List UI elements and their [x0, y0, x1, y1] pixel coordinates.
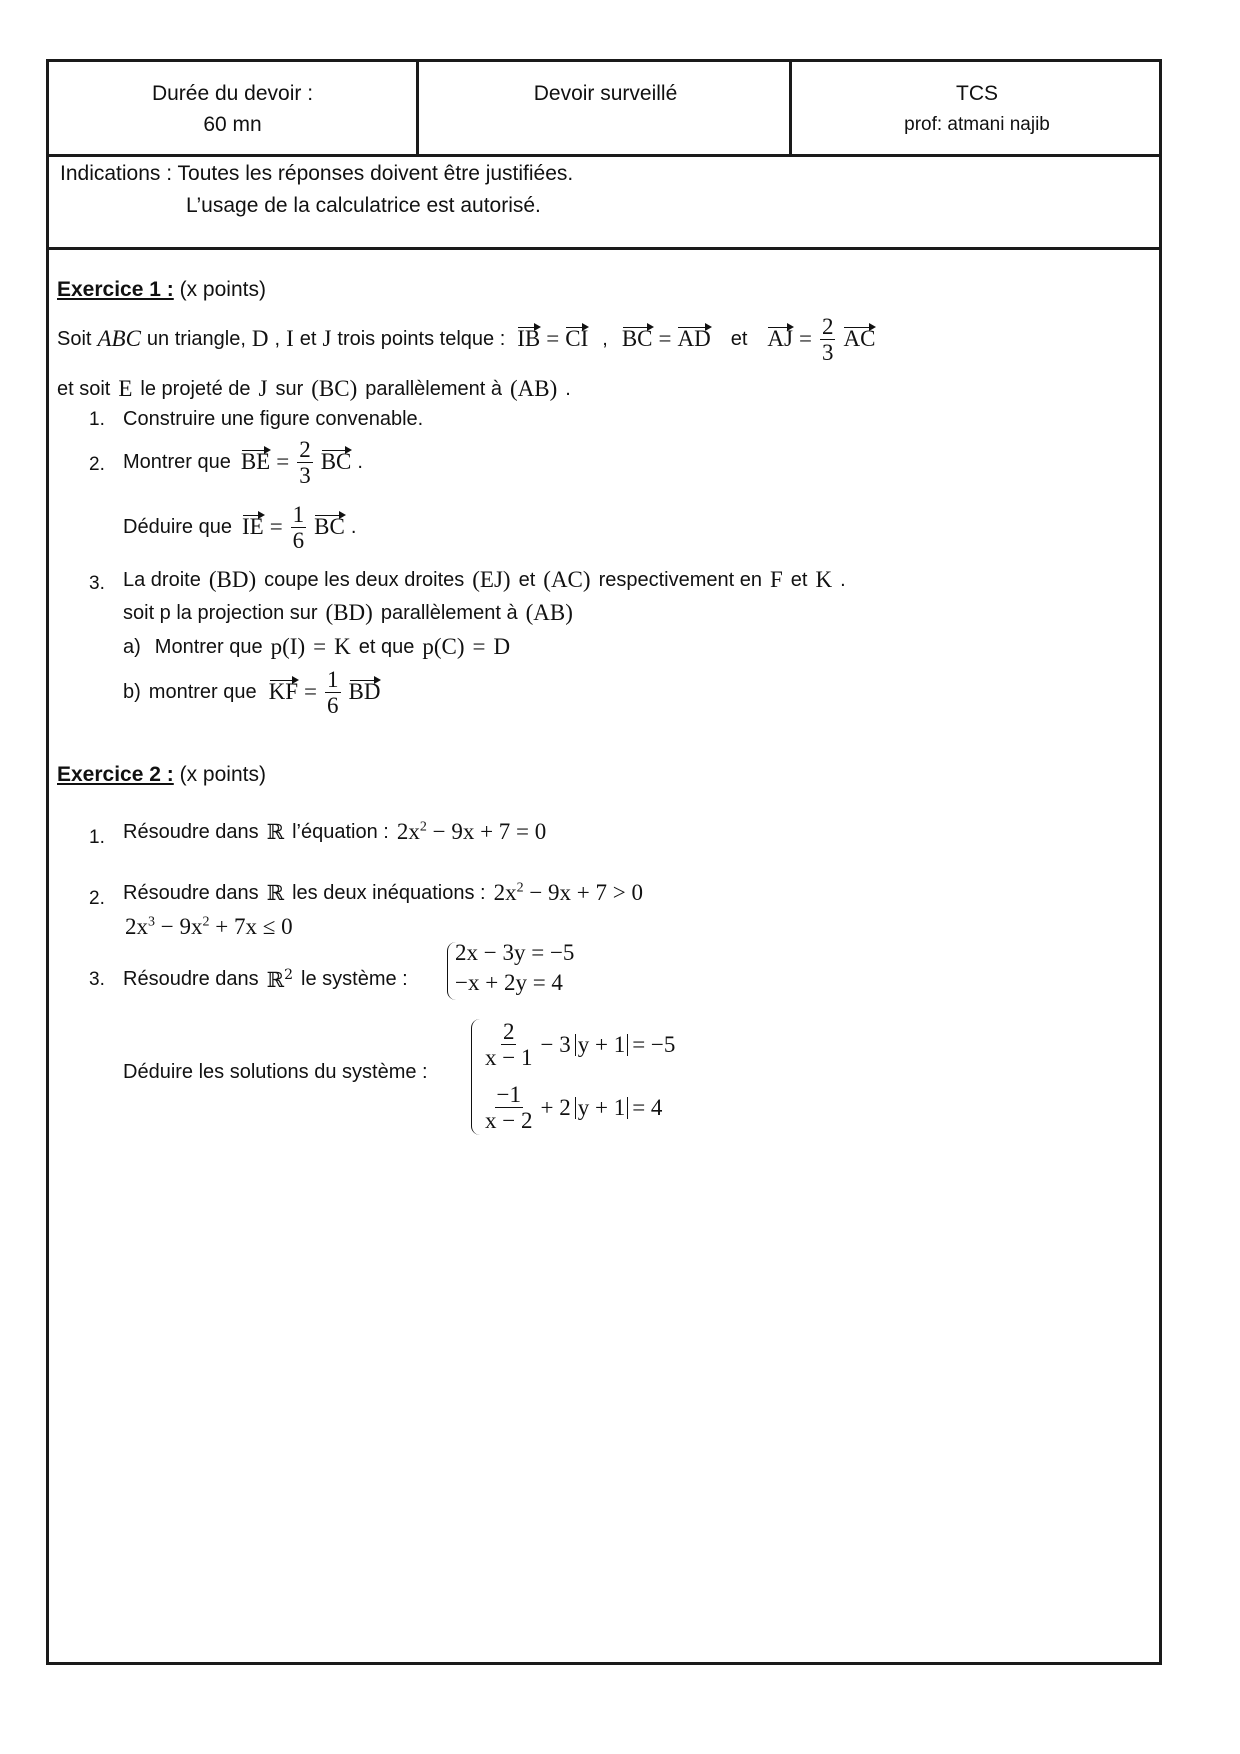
vector-ci: CI: [565, 326, 589, 351]
exercise-1-q2: [123, 432, 363, 492]
triangle-abc: ABC: [97, 326, 141, 351]
duration-label: Durée du devoir :: [151, 82, 314, 105]
teacher: prof: atmani najib: [904, 114, 1050, 135]
numerator: 2: [502, 1019, 515, 1044]
vector-kf: KF: [268, 679, 299, 704]
term: 2x: [396, 819, 420, 844]
ex2-q2-number: 2.: [89, 888, 105, 909]
reals-symbol: ℝ: [266, 968, 285, 992]
text-la-droite: La droite: [123, 568, 201, 591]
vector-bc: BC: [621, 326, 653, 351]
q2-number: 2.: [89, 454, 105, 475]
term: = −5: [632, 1031, 676, 1057]
qa-label: a): [123, 635, 141, 658]
point-d: D: [493, 634, 511, 659]
inequation-1: [494, 880, 643, 906]
point-j: J: [258, 376, 268, 401]
fraction-1-6: [291, 502, 307, 553]
text-respectivement: respectivement en: [598, 568, 762, 591]
text-montrer-que: montrer que: [148, 680, 257, 703]
denominator: 3: [299, 462, 311, 488]
fraction-2-over-x-1: [483, 1019, 534, 1070]
denominator: x − 2: [485, 1108, 533, 1133]
qb-label: b): [123, 680, 141, 703]
vector-bc: BC: [320, 449, 352, 474]
exercise-1-q3: [123, 567, 846, 593]
line-bd: (BD): [325, 600, 373, 625]
text-resoudre-dans: Résoudre dans: [123, 881, 259, 904]
numerator: 1: [292, 501, 305, 527]
line-ab: (AB): [510, 376, 558, 401]
line-ac: (AC): [543, 567, 591, 592]
term: − 9x + 7 = 0: [432, 819, 547, 844]
text-montrer-que: Montrer que: [123, 450, 231, 473]
text-coupe: coupe les deux droites: [264, 568, 465, 591]
exercise-1-title: Exercice 1 :: [57, 278, 174, 301]
line-bc: (BC): [311, 376, 358, 401]
absolute-value: y + 1: [575, 1034, 628, 1056]
equation-1: [397, 819, 546, 845]
denominator: 6: [327, 692, 339, 718]
text-un-triangle: un triangle,: [146, 327, 246, 350]
point-k: K: [334, 634, 351, 659]
exponent: 2: [284, 967, 294, 983]
exercise-1-heading: [57, 278, 266, 302]
exercise-2-q3: [123, 967, 408, 992]
exam-sheet: [46, 59, 1162, 1665]
term: + 7x ≤ 0: [215, 914, 293, 939]
text-trois-points: trois points telque :: [337, 327, 506, 350]
vector-ie: IE: [241, 514, 264, 539]
vector-ib: IB: [517, 326, 541, 351]
denominator: x − 1: [485, 1045, 533, 1070]
period: .: [357, 450, 363, 473]
numerator: 2: [821, 313, 834, 339]
system-1-eq-1: 2x − 3y = −5: [455, 940, 575, 965]
indications-line-2: L’usage de la calculatrice est autorisé.: [186, 194, 541, 217]
equals: =: [658, 326, 672, 351]
denominator: 3: [821, 339, 834, 365]
text-montrer-que: Montrer que: [154, 635, 263, 658]
text-parallelement: parallèlement à: [380, 601, 518, 624]
equals: =: [313, 634, 327, 659]
point-k: K: [815, 567, 833, 592]
point-i: I: [286, 326, 294, 351]
exercise-2-heading: [57, 763, 266, 787]
vector-be: BE: [240, 449, 271, 474]
reals-symbol: ℝ: [266, 820, 285, 844]
text-resoudre-dans: Résoudre dans: [123, 820, 259, 843]
term: − 9x: [160, 914, 203, 939]
text-resoudre-dans: Résoudre dans: [123, 968, 259, 990]
vector-bc: BC: [314, 514, 345, 539]
fraction-minus-1-over-x-2: [483, 1082, 534, 1133]
p-of-i: p(I): [270, 634, 306, 659]
text-equation: l’équation :: [292, 820, 389, 843]
equals: =: [304, 679, 318, 704]
text-sur: sur: [275, 377, 304, 400]
text-et: et: [299, 327, 317, 350]
exercise-2-q1: [123, 819, 546, 845]
exponent: 2: [516, 880, 524, 896]
text-et-soit: et soit: [57, 377, 111, 400]
text-et: et: [790, 568, 808, 591]
fraction-2-3: [820, 314, 836, 365]
exercise-1-q3-line-2: [123, 600, 573, 626]
exam-content: [49, 62, 1159, 1662]
comma: ,: [602, 327, 608, 350]
exercise-1-statement-line-2: [57, 376, 571, 402]
comma: ,: [274, 327, 281, 350]
vector-ac: AC: [843, 326, 876, 351]
system-2-brace: [471, 1019, 480, 1135]
point-d: D: [251, 326, 269, 351]
term: − 9x + 7 > 0: [529, 880, 643, 905]
q1-number: 1.: [89, 409, 105, 430]
text-soit: Soit: [57, 327, 92, 350]
exponent: 3: [148, 914, 155, 930]
equals: =: [546, 326, 560, 351]
p-of-c: p(C): [422, 634, 465, 659]
absolute-value: y + 1: [575, 1097, 628, 1119]
q3-number: 3.: [89, 573, 105, 594]
reals-squared: [267, 967, 293, 992]
line-ab: (AB): [525, 600, 573, 625]
line-bd: (BD): [208, 567, 257, 592]
reals-symbol: ℝ: [266, 881, 285, 905]
denominator: 6: [292, 527, 305, 553]
period: .: [565, 377, 571, 400]
text-et-que: et que: [358, 635, 415, 658]
line-ej: (EJ): [472, 567, 511, 592]
exercise-2-q3-deduce: Déduire les solutions du système :: [123, 1061, 428, 1083]
term: − 3: [540, 1031, 571, 1057]
fraction-2-3: [297, 437, 313, 488]
ex2-q1-number: 1.: [89, 827, 105, 848]
text-parallelement: parallèlement à: [365, 377, 502, 400]
period: .: [350, 515, 357, 538]
term: 2x: [493, 880, 517, 905]
exercise-1-q3a: [123, 634, 510, 660]
numerator: 2: [299, 436, 311, 462]
numerator: −1: [496, 1082, 521, 1107]
duration-value: 60 mn: [203, 113, 262, 136]
vector-bd: BD: [348, 679, 381, 704]
numerator: 1: [327, 666, 339, 692]
exponent: 2: [419, 819, 427, 835]
text-et: et: [730, 327, 748, 350]
exam-type: Devoir surveillé: [533, 82, 678, 105]
text-projete: le projeté de: [140, 377, 251, 400]
exercise-1-points: (x points): [179, 278, 266, 301]
fraction-1-6: [325, 667, 341, 718]
text-et: et: [518, 568, 536, 591]
exercise-2-title: Exercice 2 :: [57, 763, 174, 786]
term: + 2: [540, 1094, 571, 1120]
inequation-2: [125, 914, 293, 940]
term: 2x: [125, 914, 148, 939]
exercise-1-q2-deduce: [123, 497, 356, 557]
equals: =: [276, 449, 290, 474]
point-e: E: [118, 376, 133, 401]
equals: =: [472, 634, 486, 659]
system-1-eq-2: −x + 2y = 4: [455, 970, 563, 995]
vector-aj: AJ: [767, 326, 793, 351]
point-f: F: [769, 567, 783, 592]
exercise-1-q3b: [123, 662, 380, 722]
vector-ad: AD: [677, 326, 711, 351]
ex2-q3-number: 3.: [89, 969, 105, 990]
exercise-2-q2: [123, 880, 643, 906]
system-2-eq-2: [481, 1082, 662, 1133]
term: = 4: [632, 1094, 663, 1120]
exponent: 2: [202, 914, 210, 930]
text-le-systeme: le système :: [301, 968, 408, 990]
text-inequations: les deux inéquations :: [292, 881, 486, 904]
level: TCS: [956, 82, 998, 105]
indications-line-1: Indications : Toutes les réponses doivent être justifiées.: [60, 162, 574, 185]
equals: =: [269, 514, 283, 539]
exercise-1-statement-line-1: [57, 309, 875, 369]
text-deduire-que: Déduire que: [123, 515, 232, 538]
equals: =: [798, 326, 812, 351]
text-projection: soit p la projection sur: [123, 601, 318, 624]
system-2-eq-1: [481, 1019, 675, 1070]
exercise-1-q1: Construire une figure convenable.: [123, 408, 424, 430]
exercise-2-points: (x points): [179, 763, 266, 786]
period: .: [840, 568, 846, 591]
point-j: J: [322, 326, 332, 351]
